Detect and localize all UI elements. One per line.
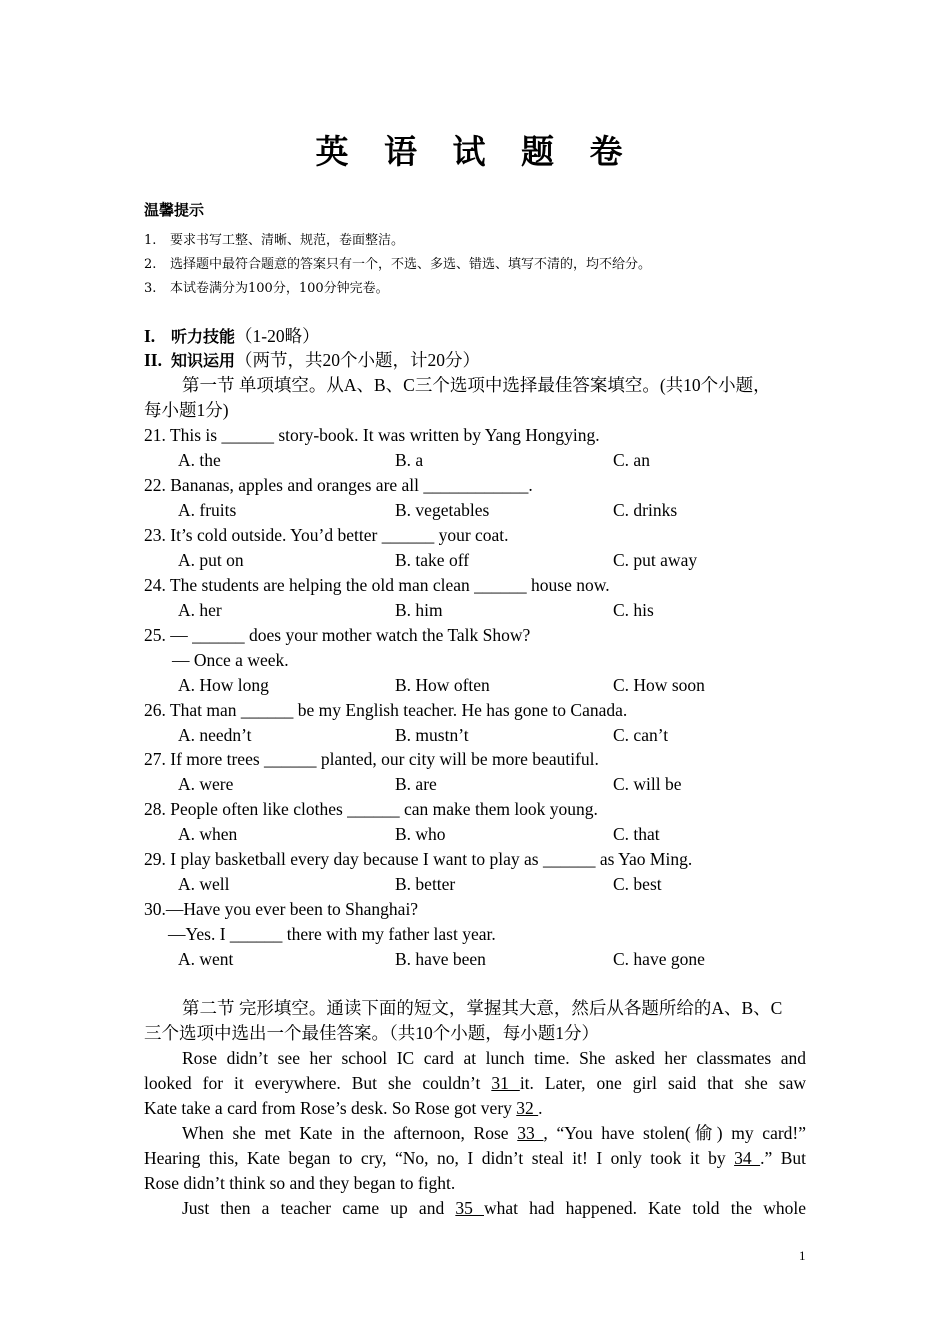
part1-instruction-cont: 每小题1分) — [144, 400, 229, 420]
tip-item: 3. 本试卷满分为100分，100分钟完卷。 — [144, 281, 389, 296]
question-stem: 23. It’s cold outside. You’d better ______ your coat. — [144, 525, 509, 545]
question-stem: 25. — ______ does your mother watch the Talk Show? — [144, 625, 531, 645]
question-stem: 26. That man ______ be my English teacher. He has gone to Canada. — [144, 700, 628, 720]
question-stem: 28. People often like clothes ______ can make them look young. — [144, 799, 598, 819]
option-a: A. went — [178, 949, 234, 969]
option-c: C. drinks — [613, 500, 678, 520]
passage-line: looked for it everywhere. But she couldn’t 31 it. Later, one girl said that she saw — [144, 1073, 806, 1093]
option-a: A. when — [178, 824, 238, 844]
option-a: A. needn’t — [178, 725, 252, 745]
option-b: B. him — [395, 600, 443, 620]
question-stem-cont: — Once a week. — [172, 650, 289, 670]
passage-line: Just then a teacher came up and 35 what had happened. Kate told the whole — [182, 1198, 806, 1218]
option-c: C. have gone — [613, 949, 705, 969]
option-c: C. an — [613, 450, 650, 470]
question-stem-cont: —Yes. I ______ there with my father last year. — [168, 924, 496, 944]
option-c: C. best — [613, 874, 662, 894]
passage-line: Hearing this, Kate began to cry, “No, no, I didn’t steal it! I only took it by 34 .” But — [144, 1148, 807, 1168]
option-a: A. put on — [178, 550, 244, 570]
passage-line: Rose didn’t think so and they began to fight. — [144, 1173, 456, 1193]
option-b: B. who — [395, 824, 446, 844]
blank-31: 31 — [491, 1073, 520, 1093]
option-a: A. well — [178, 874, 230, 894]
part2-instruction: 第二节 完形填空。通读下面的短文，掌握其大意，然后从各题所给的A、B、C — [182, 998, 783, 1018]
option-c: C. put away — [613, 550, 698, 570]
option-a: A. How long — [178, 675, 269, 695]
option-c: C. How soon — [613, 675, 705, 695]
section-heading-2: II. 知识运用（两节，共20个小题，计20分） — [144, 350, 481, 370]
passage-line: Rose didn’t see her school IC card at lunch time. She asked her classmates and — [182, 1048, 806, 1068]
passage-line: Kate take a card from Rose’s desk. So Rose got very 32 . — [144, 1098, 543, 1118]
option-c: C. can’t — [613, 725, 669, 745]
part2-instruction-cont: 三个选项中选出一个最佳答案。（共10个小题，每小题1分） — [144, 1023, 599, 1043]
option-c: C. that — [613, 824, 660, 844]
option-a: A. fruits — [178, 500, 237, 520]
question-stem: 29. I play basketball every day because I want to play as ______ as Yao Ming. — [144, 849, 693, 869]
passage-line: When she met Kate in the afternoon, Rose 33 , “You have stolen(偷) my card!” — [182, 1123, 807, 1143]
blank-33: 33 — [517, 1123, 544, 1143]
blank-32: 32 — [516, 1098, 539, 1118]
option-b: B. mustn’t — [395, 725, 469, 745]
question-stem: 27. If more trees ______ planted, our city will be more beautiful. — [144, 749, 599, 769]
tips-heading: 温馨提示 — [144, 201, 205, 219]
option-a: A. the — [178, 450, 221, 470]
option-c: C. his — [613, 600, 654, 620]
page-title: 英 语 试 题 卷 — [315, 132, 635, 171]
page-number: 1 — [799, 1248, 806, 1263]
option-b: B. take off — [395, 550, 470, 570]
tip-item: 2. 选择题中最符合题意的答案只有一个，不选、多选、错选、填写不清的，均不给分。 — [144, 257, 652, 272]
question-stem: 24. The students are helping the old man clean ______ house now. — [144, 575, 610, 595]
question-stem: 30.—Have you ever been to Shanghai? — [144, 899, 419, 919]
option-b: B. are — [395, 774, 437, 794]
tip-item: 1. 要求书写工整、清晰、规范，卷面整洁。 — [144, 233, 405, 248]
option-b: B. better — [395, 874, 456, 894]
option-a: A. were — [178, 774, 234, 794]
option-c: C. will be — [613, 774, 682, 794]
blank-34: 34 — [734, 1148, 761, 1168]
option-b: B. How often — [395, 675, 490, 695]
question-stem: 22. Bananas, apples and oranges are all ____________. — [144, 475, 533, 495]
option-b: B. a — [395, 450, 424, 470]
option-b: B. have been — [395, 949, 486, 969]
question-stem: 21. This is ______ story-book. It was written by Yang Hongying. — [144, 425, 600, 445]
part1-instruction: 第一节 单项填空。从A、B、C三个选项中选择最佳答案填空。(共10个小题， — [182, 375, 771, 395]
option-b: B. vegetables — [395, 500, 490, 520]
section-heading-1: I. 听力技能（1-20略） — [144, 326, 320, 346]
option-a: A. her — [178, 600, 222, 620]
blank-35: 35 — [455, 1198, 484, 1218]
